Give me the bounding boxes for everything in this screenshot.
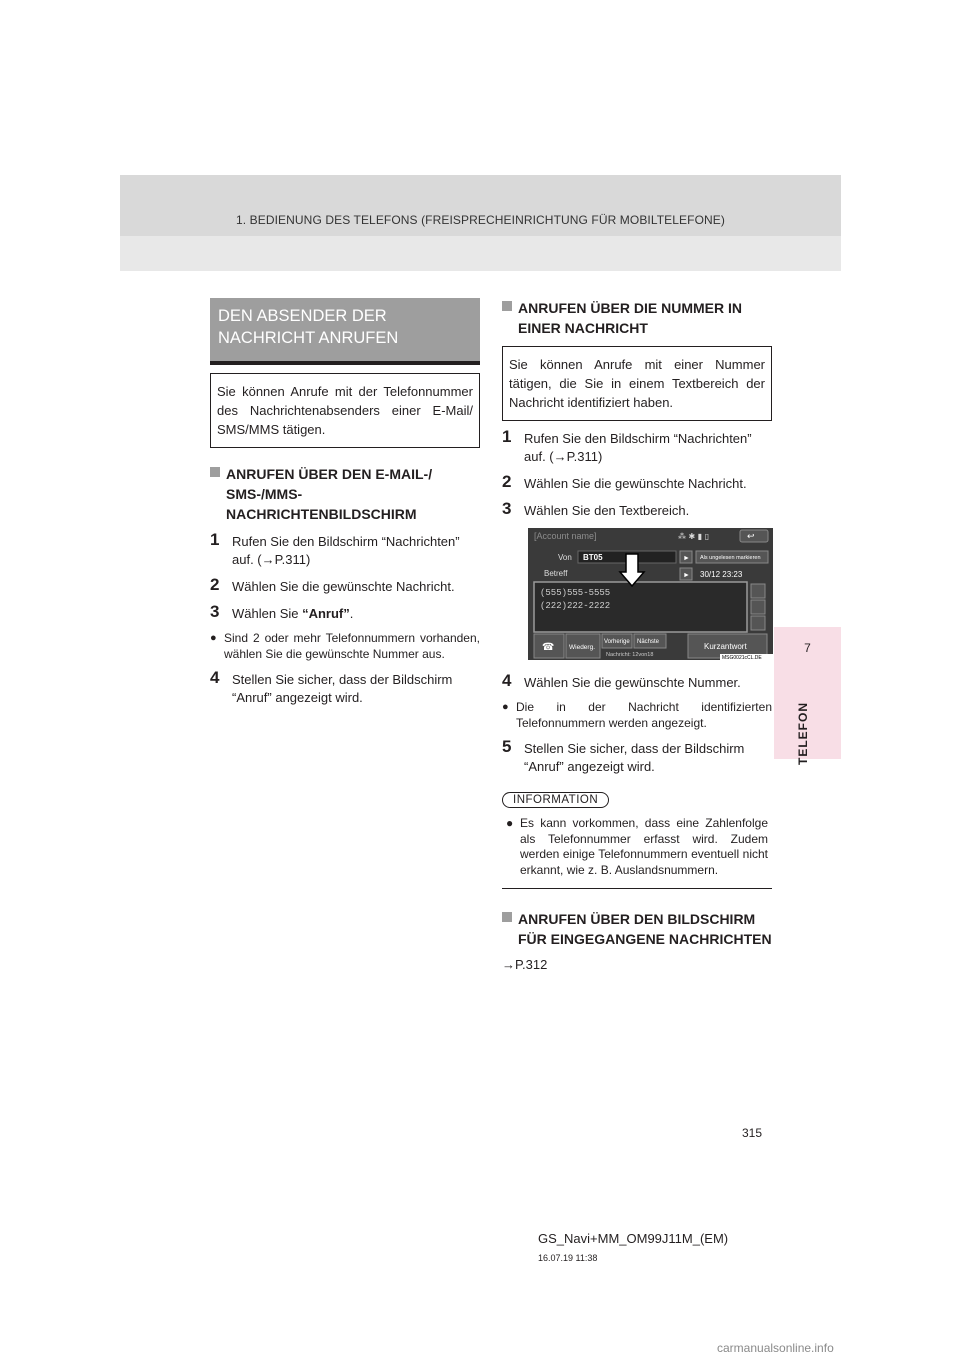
step-text: Wählen Sie die gewünschte Nummer. [524,675,741,690]
replay-label: Wiederg. [569,644,596,651]
page-number: 315 [742,1126,763,1140]
phone-number-2: (222)222-2222 [540,601,611,611]
bullet-dot-icon: ● [506,816,514,830]
information-body [502,812,772,889]
step-number: 4 [210,668,220,687]
quick-reply-label: Kurzantwort [704,642,747,651]
scroll-bar [751,600,765,614]
running-header-title: 1. BEDIENUNG DES TELEFONS (FREISPRECHEINRICHTUNG FÜR MOBILTELEFONE) [236,213,725,227]
step-number: 1 [210,530,220,549]
bullet-dot-icon: ● [502,701,509,713]
square-bullet-icon [210,467,220,477]
play-icon: ► [683,555,690,562]
bullet-text: Die in der Nachricht identifizierten Telefonnummern werden angezeigt. [516,700,772,730]
call-button-reference: “Anruf” [302,606,350,621]
account-name: [Account name] [534,531,597,541]
back-arrow-icon: ↩ [747,531,755,541]
step-number: 4 [502,671,512,690]
step-text: Wählen Sie die gewünschte Nachricht. [524,476,747,491]
step-number: 2 [502,472,512,491]
step-text: Rufen Sie den Bildschirm “Nachrichten” auf. (→P.311) [524,431,752,464]
scroll-down-button [751,616,765,630]
information-box [502,790,772,889]
intro-box: Sie können Anrufe mit der Telefonnummer des Nachrichtenabsenders einer E-Mail/ SMS/MMS tätigen. [210,373,480,448]
intro-box: Sie können Anrufe mit einer Nummer tätigen, die Sie in einem Textbereich der Nachricht identifiziert haben. [502,346,772,421]
play-icon: ► [683,572,690,579]
step [210,530,480,569]
square-bullet-icon [502,301,512,311]
next-label: Nächste [637,639,660,645]
message-screen-illustration [528,528,773,660]
information-text: Es kann vorkommen, dass eine Zahlenfolge als Telefonnummer erfasst wird. Zudem werden einige Telefonnummern eventuell nicht erkannt, wie z. B. Auslandsnummern. [520,816,768,877]
bullet-text: Sind 2 oder mehr Telefonnummern vorhanden, wählen Sie die gewünschte Nummer aus. [224,631,480,661]
right-column [502,298,772,972]
step [210,602,480,623]
step-text: Wählen Sie die gewünschte Nachricht. [232,579,455,594]
from-label: Von [558,553,572,562]
bullet-dot-icon: ● [210,632,217,644]
left-column [210,298,480,707]
print-timestamp: 16.07.19 11:38 [538,1253,598,1263]
step [502,671,772,692]
subheading-text: ANRUFEN ÜBER DEN BILDSCHIRM FÜR EINGEGANGENE NACHRICHTEN [518,911,772,947]
step-text: Stellen Sie sicher, dass der Bildschirm “Anruf” angezeigt wird. [524,741,745,774]
chapter-tab [774,627,841,765]
page-reference-link[interactable]: →P.312 [502,957,548,972]
step-number: 3 [210,602,220,621]
step-number: 1 [502,427,512,446]
image-code: MSG0021cCL.DE [722,655,762,660]
mark-unread-label: Als ungelesen markieren [700,555,761,561]
step-text: Rufen Sie den Bildschirm “Nachrichten” auf. (→P.311) [232,534,460,567]
step-text: Wählen Sie den Textbereich. [524,503,690,518]
step-number: 5 [502,737,512,756]
prev-label: Vorherige [604,639,630,645]
step-text: Stellen Sie sicher, dass der Bildschirm “Anruf” angezeigt wird. [232,672,453,705]
step-number: 2 [210,575,220,594]
watermark: carmanualsonline.info [717,1341,834,1355]
message-counter: Nachricht: 12von18 [606,652,654,658]
scroll-up-button [751,584,765,598]
message-datetime: 30/12 23:23 [700,570,743,579]
step [210,575,480,596]
step-text: Wählen Sie [232,606,303,621]
step [502,427,772,466]
section-heading: DEN ABSENDER DER NACHRICHT ANRUFEN [210,298,480,365]
running-header-strip [120,236,841,271]
step [502,472,772,493]
step [502,499,772,520]
chapter-number: 7 [804,641,811,655]
from-value: BT05 [583,553,603,562]
subheading-text: ANRUFEN ÜBER DEN E-MAIL-/ SMS-/MMS- NACHRICHTENBILDSCHIRM [226,466,433,522]
subheading [210,464,480,524]
information-item [506,816,768,878]
step-text-end: . [349,606,354,621]
subheading [502,909,772,949]
step-number: 3 [502,499,512,518]
phone-number-1: (555)555-5555 [540,588,611,598]
step [502,737,772,776]
subject-label: Betreff [544,569,568,578]
square-bullet-icon [502,912,512,922]
document-id: GS_Navi+MM_OM99J11M_(EM) [538,1231,729,1246]
chapter-label: TELEFON [796,702,810,765]
running-header [120,175,841,271]
bullet-note [502,699,772,731]
status-icons: ⁂ ✱ ▮ ▯ [678,532,710,541]
subheading-text: ANRUFEN ÜBER DIE NUMMER IN EINER NACHRICHT [518,300,742,336]
step [210,668,480,707]
phone-icon: ☎ [542,642,555,653]
subheading [502,298,772,338]
bullet-note [210,630,480,662]
information-label: INFORMATION [502,792,609,808]
